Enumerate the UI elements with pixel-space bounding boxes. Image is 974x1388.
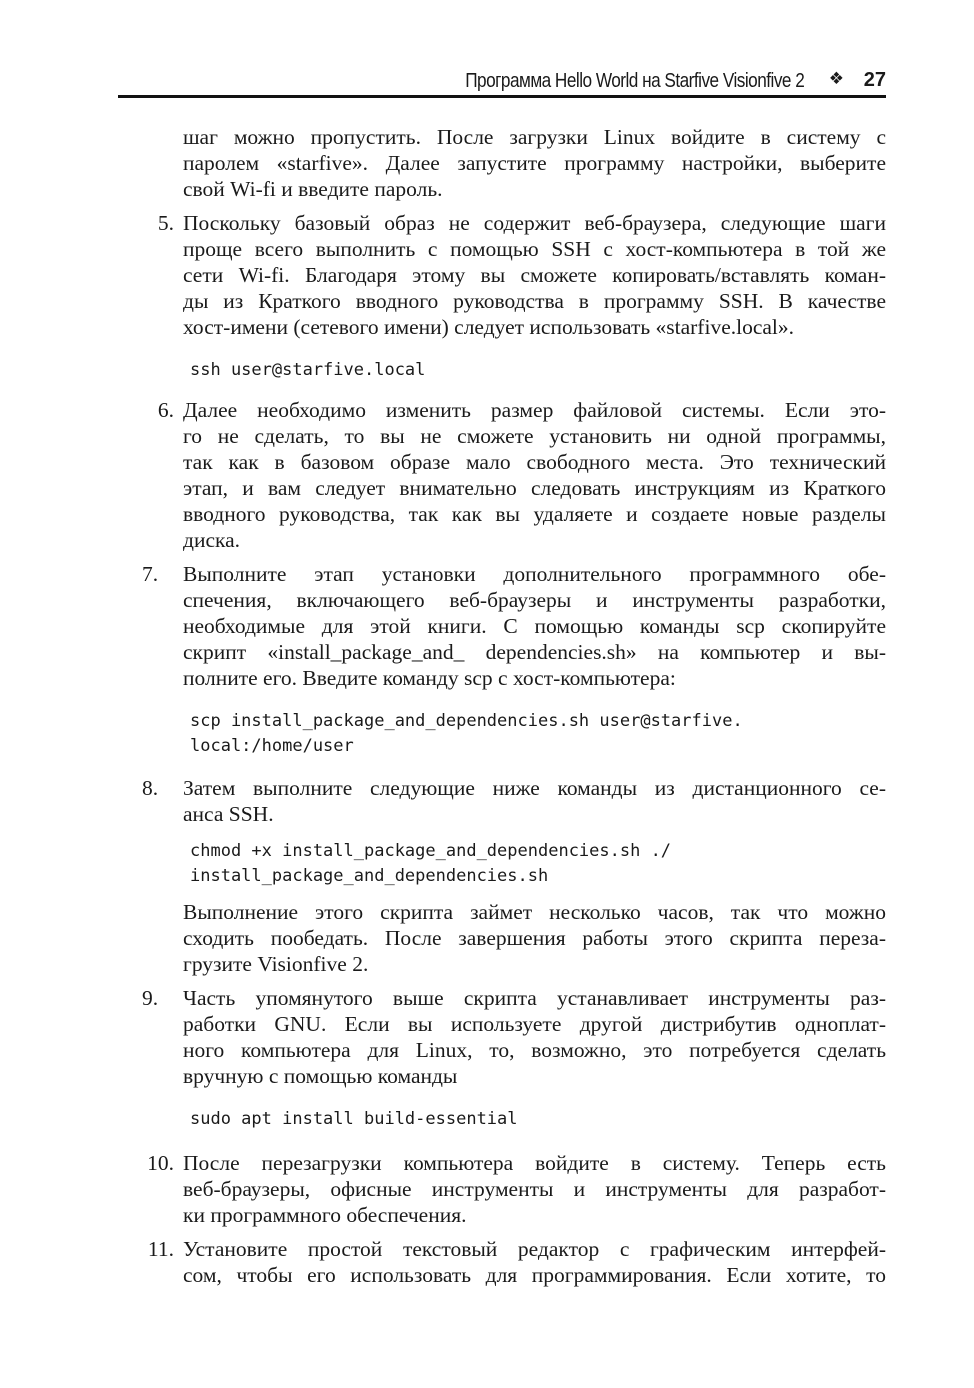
text-line: работки GNU. Если вы используете другой дистрибутив одноплат-: [183, 1012, 886, 1036]
page-header: [118, 66, 886, 96]
list-item: [140, 397, 886, 553]
text-line: Далее необходимо изменить размер файловой системы. Если это-: [183, 398, 886, 422]
list-item: [140, 561, 886, 691]
code-line: install_package_and_dependencies.sh: [190, 866, 549, 886]
text-line: ки программного обеспечения.: [183, 1203, 467, 1227]
text-line: свой Wi-fi и введите пароль.: [183, 177, 443, 201]
text-line: вручную с помощью команды: [183, 1064, 458, 1088]
code-block: [140, 839, 886, 889]
code-line: sudo apt install build-essential: [190, 1109, 518, 1129]
text-line: грузите Visionfive 2.: [183, 952, 369, 976]
text-line: го не сделать, то вы не сможете установить ни одной программы,: [183, 424, 886, 448]
text-line: паролем «starfive». Далее запустите программу настройки, выберите: [183, 151, 886, 175]
header-rule: [118, 95, 886, 98]
text-line: Выполните этап установки дополнительного программного обе-: [183, 562, 886, 586]
item-number: 11.: [147, 1237, 174, 1261]
item-number: 5.: [157, 211, 174, 235]
text-line: вводного руководства, так как вы удаляете и создаете новые разделы: [183, 502, 886, 526]
text-line: Выполнение этого скрипта займет несколько часов, так что можно: [183, 900, 886, 924]
text-line: сходить пообедать. После завершения работы этого скрипта переза-: [183, 926, 886, 950]
running-title: Программа Hello World на Starfive Visionfive 2: [464, 70, 804, 92]
text-line: Установите простой текстовый редактор с графическим интерфей-: [183, 1237, 886, 1261]
code-line: scp install_package_and_dependencies.sh user@starfive.: [190, 711, 743, 731]
code-line: ssh user@starfive.local: [190, 360, 426, 380]
text-line: полните его. Введите команду scp с хост-компьютера:: [183, 666, 676, 690]
code-block: [140, 709, 886, 759]
page-body: [140, 124, 886, 1288]
intro-paragraph: [140, 124, 886, 202]
item-followup-paragraph: [140, 899, 886, 977]
text-line: скрипт «install_package_and_ dependencies.sh» на компьютер и вы-: [183, 640, 886, 664]
text-line: ного компьютера для Linux, то, возможно, это потребуется сделать: [183, 1038, 886, 1062]
text-line: Затем выполните следующие ниже команды из дистанционного се-: [183, 776, 886, 800]
text-line: этап, и вам следует внимательно следовать инструкциям из Краткого: [183, 476, 886, 500]
item-number: 6.: [157, 398, 174, 422]
text-line: ды из Краткого вводного руководства в программу SSH. В качестве: [183, 289, 886, 313]
text-line: После перезагрузки компьютера войдите в систему. Теперь есть: [183, 1151, 886, 1175]
text-line: Поскольку базовый образ не содержит веб-браузера, следующие шаги: [183, 211, 886, 235]
text-line: проще всего выполнить с помощью SSH с хост-компьютера в той же: [183, 237, 886, 261]
text-line: так как в базовом образе мало свободного места. Это технический: [183, 450, 886, 474]
ornament-icon: ❖: [828, 69, 844, 89]
text-line: шаг можно пропустить. После загрузки Linux войдите в систему с: [183, 125, 886, 149]
list-item: [140, 1150, 886, 1228]
item-number: 10.: [147, 1151, 174, 1175]
text-line: спечения, включающего веб-браузеры и инструменты разработки,: [183, 588, 886, 612]
list-item: [140, 775, 886, 827]
code-block: [140, 1107, 886, 1132]
text-line: сом, чтобы его использовать для программирования. Если хотите, то: [183, 1263, 886, 1287]
text-line: необходимые для этой книги. С помощью команды scp скопируйте: [183, 614, 886, 638]
list-item: [140, 1236, 886, 1288]
text-line: хост-имени (сетевого имени) следует использовать «starfive.local».: [183, 315, 795, 339]
list-item: [140, 210, 886, 340]
page-number: 27: [863, 69, 886, 91]
code-line: chmod +x install_package_and_dependencies.sh ./: [190, 841, 672, 861]
text-line: Часть упомянутого выше скрипта устанавливает инструменты раз-: [183, 986, 886, 1010]
code-block: [140, 358, 886, 383]
list-item: [140, 985, 886, 1089]
item-number: 7.: [142, 562, 159, 586]
text-line: диска.: [183, 528, 241, 552]
text-line: анса SSH.: [183, 802, 274, 826]
item-number: 8.: [142, 776, 159, 800]
code-line: local:/home/user: [190, 736, 354, 756]
text-line: веб-браузеры, офисные инструменты и инструменты для разработ-: [183, 1177, 886, 1201]
item-number: 9.: [142, 986, 159, 1010]
text-line: сети Wi-fi. Благодаря этому вы сможете копировать/вставлять коман-: [183, 263, 886, 287]
